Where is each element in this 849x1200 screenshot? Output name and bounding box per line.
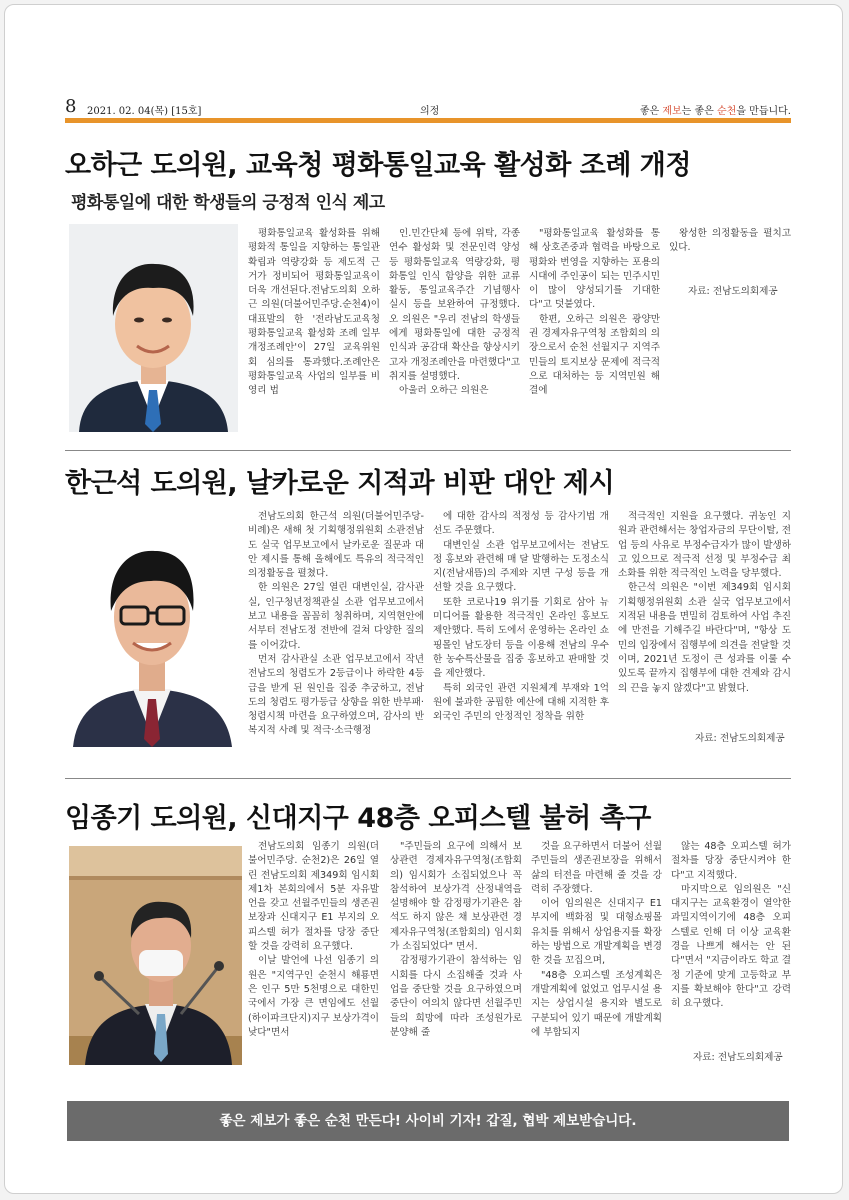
- article3-source: 자료: 전남도의회제공: [693, 1052, 783, 1063]
- header-rule: [65, 118, 791, 123]
- article1-column-1: 평화통일교육 활성화를 위해 평화적 통일을 지향하는 통일관 확립과 역량강화 등 제도적 근거가 정비되어 평화통일교육이 더욱 개선된다.전남도의회 오하근 의원(더불어민주당.순천4)이 대표발의 한 '전라남도교육청 평화통일교육 활성화 조례 일부개정조례안'이 27일 교육위원회 심의를 통과했다.조례안은 평화통일교육 사업의 일부를 비영리 법: [248, 228, 380, 397]
- masthead: [65, 98, 791, 118]
- article2-column-2: 에 대한 감사의 적정성 등 감사기법 개선도 주문했다. 대변인실 소관 업무보고에서는 전남도정 홍보와 관련해 매 달 발행하는 도정소식지(전남새뜸)의 주제와 지면 구성 등을 개선할 것을 요구했다. 또한 코로나19 위기를 기회로 삼아 뉴미디어를 활용한 적극적인 온라인 홍보도 제안했다. 특히 도에서 운영하는 온라인 쇼핑몰인 남도장터 등을 이용해 전남의 우수한 농수특산물을 집중 홍보하고 판매할 것을 제안했다. 특히 외국인 관련 지원체계 부재와 1억 원에 불과한 공핍한 예산에 대해 지적한 후 외국인 주민의 안정적인 정착을 위한: [433, 511, 609, 723]
- page-number: 8: [65, 96, 77, 117]
- article2-photo: [69, 507, 236, 747]
- article3-column-4: 않는 48층 오피스텔 허가 절차를 당장 중단시켜야 한다"고 지적했다. 마지막으로 임의원은 "신대지구는 교육환경이 열악한 과밀지역이기에 48층 오피스텔로 인해 더 이상 교육환경을 나쁘게 해서는 안 된다"면서 "지금이라도 학교 결정 기준에 맞게 고등학교 부지를 확보해야 한다"고 강력히 요구했다.: [671, 841, 791, 1010]
- article1-photo: [69, 224, 238, 432]
- article2-headline: 한근석 도의원, 날카로운 지적과 비판 대안 제시: [65, 468, 615, 499]
- article1-column-3: "평화통일교육 활성화를 통해 상호존중과 협력을 바탕으로 평화와 번영을 지향하는 포용의 시대에 주인공이 되는 민주시민이 많이 양성되기를 기대한다"고 덧붙였다. 한편, 오하근 의원은 광양만권 경제자유구역청 조합회의 의장으로서 순천 선월지구 지역주민들의 토지보상 문제에 적극적으로 대처하는 등 지역민원 해결에: [529, 228, 660, 397]
- issue-date: 2021. 02. 04(목) [15호]: [87, 106, 202, 117]
- article1-headline: 오하근 도의원, 교육청 평화통일교육 활성화 조례 개정: [65, 150, 691, 181]
- article3-column-3: 것을 요구하면서 더불어 선월주민들의 생존권보장을 위해서 삶의 터전을 마련해 줄 것을 강력히 주장했다. 이어 임의원은 신대지구 E1 부지에 백화점 및 대형쇼핑몰 유치를 위해서 상업용지를 확장하는 방법으로 개발계획을 변경한 것을 꼬집으며, "48층 오피스텔 조성계획은 개발계획에 없었고 업무시설 용지는 상업시설 용지와 별도로 구분되어 있기 때문에 개발계획에 부합되지: [531, 841, 662, 1038]
- article3-photo: [69, 846, 242, 1065]
- article1-column-4: 왕성한 의정활동을 펼치고 있다.: [669, 228, 791, 254]
- article3-column-1: 전남도의회 임종기 의원(더불어민주당. 순천2)은 26일 열린 전남도의회 제349회 임시회 제1차 본회의에서 5분 자유발언을 갖고 선월주민들의 생존권 보장과 신대지구 E1 부지의 오피스텔 허가 절차를 당장 중단할 것을 강력히 요구했다. 이날 발언에 나선 임종기 의원은 "지역구인 순천시 해룡면은 인구 5만 5천명으로 대한민국에서 가장 큰 면임에도 선월(하이파크단지)지구 보상가격이 낮다"면서: [248, 841, 379, 1038]
- article2-column-3: 적극적인 지원을 요구했다. 귀농인 지원과 관련해서는 창업자금의 무단이탈, 전업 등의 사유로 부정수급자가 많이 발생하고 있으므로 적극적 선정 및 부정수급 최소화를 위한 적극적인 노력을 당부했다. 한근석 의원은 "이번 제349회 임시회 기획행정위원회 소관 실국 업무보고에서 지적된 내용을 면밀히 검토하여 사업 추진에 만전을 기해주길 바란다"며, "항상 도민의 입장에서 집행부에 의견을 전달할 것이며, 2021년 도정이 큰 성과를 이룰 수 있도록 끝까지 집행부에 대한 견제와 감시의 끈을 놓지 않겠다"고 밝혔다.: [618, 511, 791, 694]
- article1-subheadline: 평화통일에 대한 학생들의 긍정적 인식 제고: [71, 193, 385, 213]
- newspaper-page: [4, 4, 843, 1194]
- article2-column-1: 전남도의회 한근석 의원(더불어민주당-비례)은 새해 첫 기획행정위원회 소관전남도 실국 업무보고에서 날카로운 질문과 대안 제시를 통해 올해에도 특유의 적극적인 의정활동을 펼쳤다. 한 의원은 27일 열린 대변인실, 감사관실, 인구청년정책관실 소관 업무보고에서 보고 내용을 꼼꼼히 청취하며, 지역현안에서부터 전남도정 전반에 걸쳐 다양한 질의를 이어갔다. 먼저 감사관실 소관 업무보고에서 작년 전남도의 청렴도가 2등급이나 하락한 4등급을 받게 된 원인을 집중 추궁하고, 전남도의 청렴도 평가등급 상향을 위한 반부패·청렴시책 마련을 요구하였으며, 감사의 반복지적 사례 및 적극·소극행정: [248, 511, 424, 737]
- divider-2: [65, 778, 791, 779]
- article3-column-2: "주민들의 요구에 의해서 보상관련 경제자유구역청(조합회의) 임시회가 소집되었으나 꼭 참석하여 보상가격 산정내역을 설명해야 할 감정평가기관은 참석도 하지 않은 채 보상관련 경제자유구역청(조합회의) 임시회가 소집되었다" 면서. 감정평가기관이 참석하는 임시회를 다시 소집해줄 것과 사업을 중단할 것을 요구하였으며 중단이 여의치 않다면 선월주민들의 희망에 따라 조성원가로 분양해 줄: [390, 841, 522, 1038]
- article3-headline: 임종기 도의원, 신대지구 48층 오피스텔 불허 촉구: [65, 803, 651, 834]
- article1-column-2: 인.민간단체 등에 위탁, 각종 연수 활성화 및 전문인력 양성 등 평화통일교육 역량강화, 평화통일 인식 함양을 위한 교류활동, 통일교육주간 기념행사 실시 등을 보완하여 규정했다.오 의원은 "우리 전남의 학생들에게 평화통일에 대한 긍정적 인식과 공감대 확산을 향상시키고자 개정조례안을 마련했다"고 취지를 설명했다. 아울러 오하근 의원은: [389, 228, 520, 397]
- masthead-slogan: 좋은 제보는 좋은 순천을 만듭니다.: [639, 106, 791, 117]
- article1-source: 자료: 전남도의회제공: [688, 286, 778, 297]
- section-label: 의정: [420, 106, 440, 117]
- article2-source: 자료: 전남도의회제공: [695, 733, 785, 744]
- footer-banner: 좋은 제보가 좋은 순천 만든다! 사이비 기자! 갑질, 협박 제보받습니다.: [67, 1101, 789, 1141]
- divider-1: [65, 450, 791, 451]
